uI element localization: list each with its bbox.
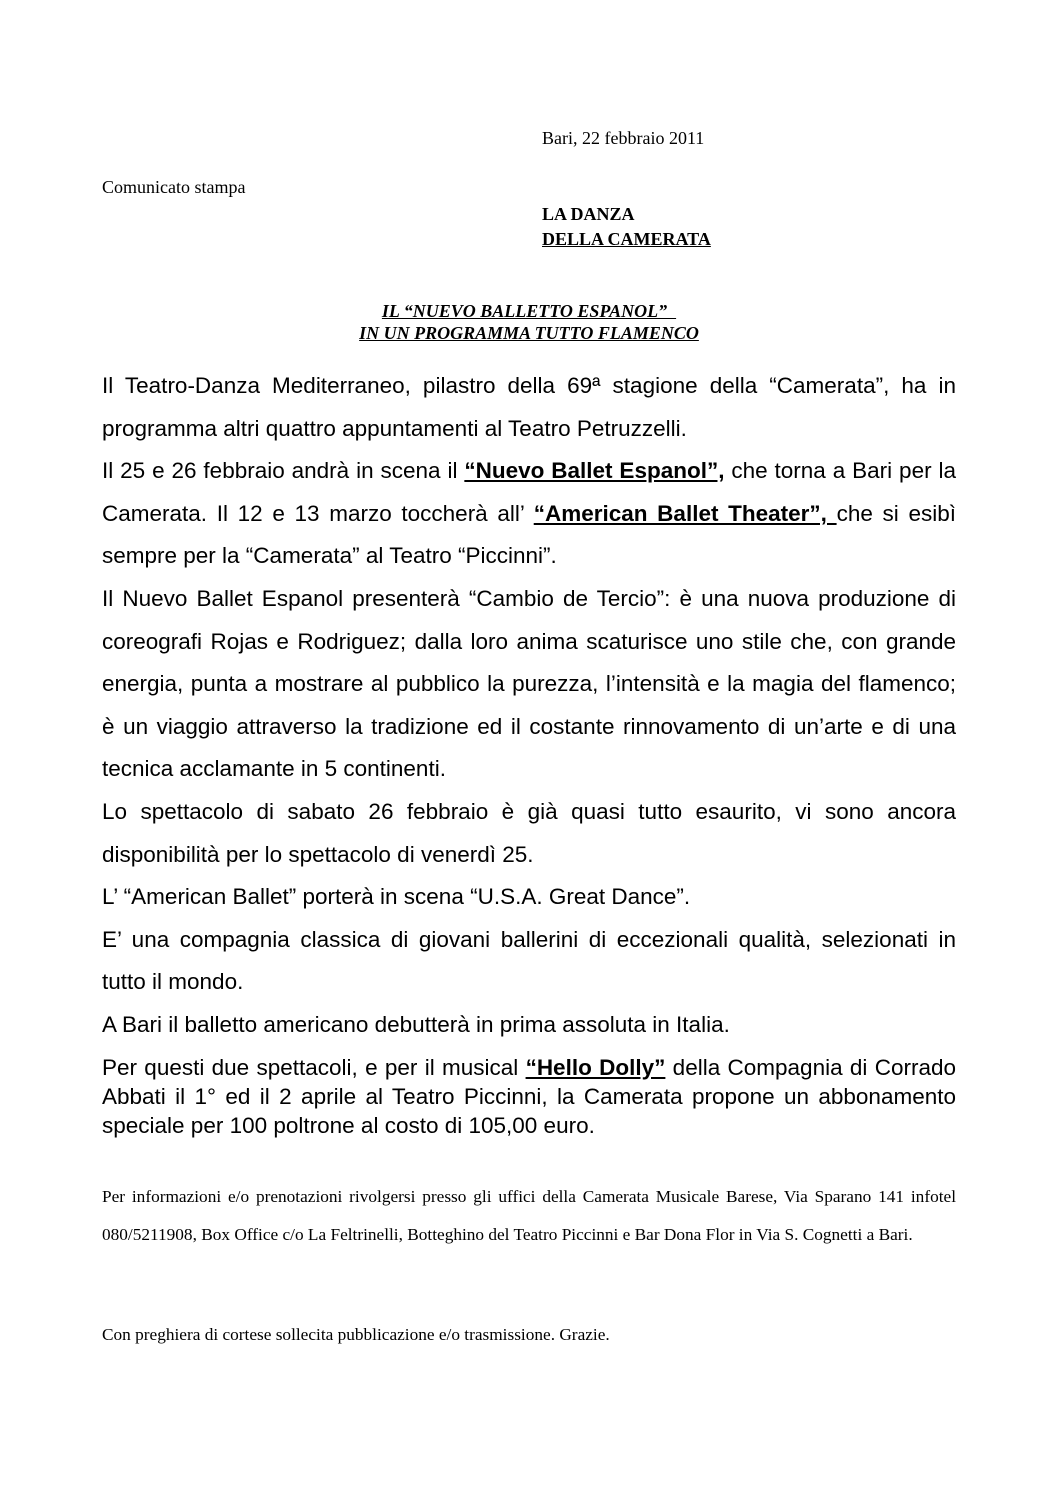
paragraph-american-ballet: L’ “American Ballet” porterà in scena “U.S.A. Great Dance”. xyxy=(102,884,691,910)
section-heading-line1: LA DANZA xyxy=(542,204,635,224)
paragraph-company: E’ una compagnia classica di giovani ballerini di eccezionali qualità, selezionati in tutto il mondo. xyxy=(102,926,956,995)
document-date: Bari, 22 febbraio 2011 xyxy=(542,128,705,148)
document-type-label: Comunicato stampa xyxy=(102,177,246,197)
highlight-american-ballet: “American Ballet Theater”, xyxy=(533,500,837,526)
section-heading xyxy=(542,202,711,252)
article-body xyxy=(102,365,956,1140)
press-release-title xyxy=(0,300,1058,344)
section-heading-line2: DELLA CAMERATA xyxy=(542,229,711,249)
title-line1: IL “NUEVO BALLETTO ESPANOL” xyxy=(381,301,677,321)
paragraph-intro: Il Teatro-Danza Mediterraneo, pilastro della 69ª stagione della “Camerata”, ha in programma altri quattro appuntamenti al Teatro Petruzzelli. xyxy=(102,373,956,441)
paragraph-subscription: Per questi due spettacoli, e per il musical “Hello Dolly” della Compagnia di Corrado Abbati il 1° ed il 2 aprile al Teatro Piccinni, la Camerata propone un abbonamento speciale per 100 poltrone al costo di 105,00 euro. xyxy=(102,1054,956,1138)
title-line2: IN UN PROGRAMMA TUTTO FLAMENCO xyxy=(359,323,699,343)
closing-note: Con preghiera di cortese sollecita pubblicazione e/o trasmissione. Grazie. xyxy=(102,1325,610,1344)
contact-info: Per informazioni e/o prenotazioni rivolgersi presso gli uffici della Camerata Musicale Barese, Via Sparano 141 infotel 080/5211908, Box Office c/o La Feltrinelli, Botteghino del Teatro Piccinni e Bar Dona Flor in Via S. Cognetti a Bari. xyxy=(102,1187,956,1244)
paragraph-availability: Lo spettacolo di sabato 26 febbraio è già quasi tutto esaurito, vi sono ancora disponibilità per lo spettacolo di venerdì 25. xyxy=(102,798,956,867)
highlight-nuevo-ballet: “Nuevo Ballet Espanol”, xyxy=(464,458,725,484)
paragraph-debut: A Bari il balletto americano debutterà in prima assoluta in Italia. xyxy=(102,1011,730,1037)
highlight-hello-dolly: “Hello Dolly” xyxy=(525,1054,666,1080)
paragraph-program: Il Nuevo Ballet Espanol presenterà “Cambio de Tercio”: è una nuova produzione di coreografi Rojas e Rodriguez; dalla loro anima scaturisce uno stile che, con grande energia, punta a mostrare al pubblico la purezza, l’intensità e la magia del flamenco; è un viaggio attraverso la tradizione ed il costante rinnovamento di un’arte e di una tecnica acclamante in 5 continenti. xyxy=(102,585,956,782)
paragraph-schedule: Il 25 e 26 febbraio andrà in scena il “Nuevo Ballet Espanol”, che torna a Bari per la Camerata. Il 12 e 13 marzo toccherà all’ “American Ballet Theater”, che si esibì sempre per la “Camerata” al Teatro “Piccinni”. xyxy=(102,458,956,569)
